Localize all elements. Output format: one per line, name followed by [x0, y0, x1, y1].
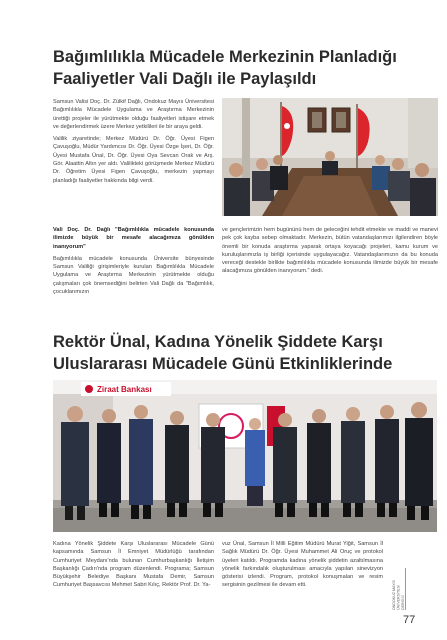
article1-quote-bold: Vali Doç. Dr. Dağlı "Bağımlılıkla mücadele konusunda ilimizde büyük bir mesafe alacağımıza gönülden inanıyorum"	[53, 227, 214, 250]
article1-paragraph: Valilik ziyaretinde; Merkez Müdürü Dr. Öğr. Üyesi Figen Çavuşoğlu, Müdür Yardımcısı Dr. Öğr. Üyesi Özge İşeri, Dr. Öğr. Üyesi Mustafa Ünal, Dr. Öğr. Üyesi Oya Sevcan Orak ve Arş. Gör. Alaattin Altın yer aldı. Valilikteki görüşmede Merkez Müdürü Dr. Öğretim Üyesi Figen Çavuşoğlu, merkezin yapmayı planladığı faaliyetler hakkında bilgi verdi.	[53, 136, 214, 184]
article2-title-line1: Rektör Ünal, Kadına Yönelik Şiddete Karşı	[53, 333, 383, 351]
article2-paragraph: vuz Ünal, Samsun İl Milli Eğitim Müdürü Murat Yiğit, Samsun İl Sağlık Müdürü Dr. Öğr. Üyesi Muhammet Ali Oruç ve protokol üyeleri katıldı. Programda kadına yönelik şiddetin azaltılmasına yönelik farkındalık oluşturulması amacıyla yapılan sinevizyon gösterisi izlendi. Program, protokol konuşmaları ve resim sergisinin gezilmesi ile devam etti.	[222, 541, 383, 589]
magazine-side-note: ONDOKUZ MAYIS ÜNİVERSİTESİ DERGİSİ	[392, 580, 405, 610]
article2-title-line2: Uluslararası Mücadele Günü Etkinliklerinde	[53, 355, 393, 373]
article2-title	[53, 331, 438, 375]
page-number: 77	[403, 614, 416, 626]
article2-col2	[222, 540, 383, 594]
article1-col1-continued	[53, 226, 214, 300]
article1-paragraph: Bağımlılıkla mücadele konusunda Üniversite bünyesinde Samsun Valiliği girişimleriyle kurulan Bağımlılıkla Mücadele Uygulama ve Araştırma Merkezinin yürütmekte olduğu çalışmaları çok önemsediğini belirten Vali Dağlı da "Bağımlılık, çocuklarımızın	[53, 255, 214, 296]
article1-col1	[53, 98, 214, 189]
article2-col1	[53, 540, 214, 594]
article2-paragraph: Kadına Yönelik Şiddete Karşı Uluslararası Mücadele Günü kapsamında Samsun İl Emniyet Müdürlüğü tarafından Cumhuriyet Meydanı'nda bulunan Cumhurbaşkanlığı İletişim Başkanlığı Çadırı'nda program düzenlendi. Programa; Samsun Büyükşehir Belediye Başkanı Mustafa Demir, Samsun Cumhuriyet Başsavcısı Mehmet Sabri Kılıç, Rektör Prof. Dr. Ya-	[53, 541, 214, 589]
group-photo	[53, 380, 437, 532]
article1-quote-heading	[53, 226, 214, 251]
meeting-photo-image	[222, 98, 438, 216]
meeting-photo	[222, 98, 438, 216]
bank-sign: Ziraat Bankası	[97, 385, 152, 394]
article1-paragraph: ve gençlerimizin hem bugününü hem de geleceğini tehdit etmekte ve maddi ve manevi pek çok kayba sebep olmaktadır. Merkezin, bütün vatandaşlarımızı ilgilendiren böyle önemli bir konuda araştırma yaparak ortaya koyacağı projeleri, kamu kurum ve kuruluşlarımızla iş birliği içerisinde uygulayacağız. Vatandaşlarımızın da bu konuda vereceği destekle birlikte bağımlılıkla mücadele konusunda ilimizde büyük bir mesafe alacağımıza gönülden inanıyorum." dedi.	[222, 227, 438, 275]
article1-title-line2: Faaliyetler Vali Dağlı ile Paylaşıldı	[53, 70, 317, 88]
group-photo-image	[53, 380, 437, 532]
article1-title-line1: Bağımlılıkla Mücadele Merkezinin Planladığı	[53, 48, 397, 66]
article1-title	[53, 46, 438, 90]
article1-col2	[222, 226, 438, 280]
article1-paragraph: Samsun Valisi Doç. Dr. Zülkif Dağlı, Ondokuz Mayıs Üniversitesi Bağımlılıkla Mücadele Uygulama ve Araştırma Merkezinin ürettiği projeler ile yürütmekte olduğu faaliyetleri istişare etmek ve değerlendirmek üzere Merkez yetkilileri ile bir araya geldi.	[53, 99, 214, 130]
